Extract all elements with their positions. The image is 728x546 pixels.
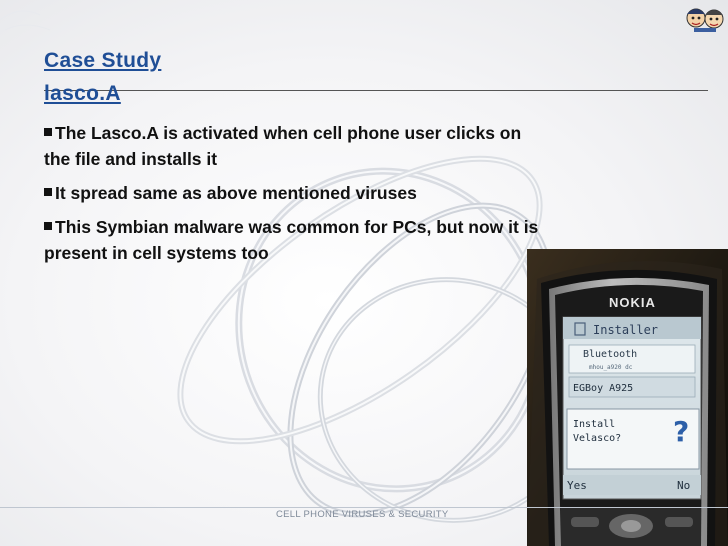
square-bullet-icon (44, 188, 52, 196)
footer-text: CELL PHONE VIRUSES & SECURITY (276, 509, 449, 520)
square-bullet-icon (44, 128, 52, 136)
bullet-text: This Symbian malware was common for PCs, but now it is present in cell systems too (44, 217, 539, 263)
footer-divider (0, 507, 728, 508)
installer-title: Installer (593, 323, 659, 337)
bullet-item (44, 120, 544, 172)
bullet-text: The Lasco.A is activated when cell phone user clicks on the file and installs it (44, 123, 522, 169)
slide-title: Case Study (44, 49, 162, 72)
question-mark-icon: ? (673, 415, 690, 448)
install-prompt-line2: Velasco? (573, 433, 622, 444)
bluetooth-item: Bluetooth (583, 349, 638, 360)
bullet-item (44, 214, 544, 266)
square-bullet-icon (44, 222, 52, 230)
softkey-yes: Yes (567, 479, 587, 492)
bluetooth-sub: mhou_a920 dc (589, 364, 633, 371)
bullet-list (44, 120, 544, 274)
title-divider (44, 90, 708, 91)
nokia-phone-photo (527, 249, 728, 546)
bullet-item (44, 180, 544, 206)
install-prompt-line1: Install (573, 419, 616, 430)
cartoon-characters-logo (684, 2, 726, 32)
egboy-item: EGBoy A925 (573, 383, 634, 394)
nokia-brand-text: NOKIA (609, 295, 656, 310)
slide-subtitle: lasco.A (44, 82, 121, 105)
softkey-no: No (677, 479, 691, 492)
bullet-text: It spread same as above mentioned viruses (55, 183, 417, 203)
